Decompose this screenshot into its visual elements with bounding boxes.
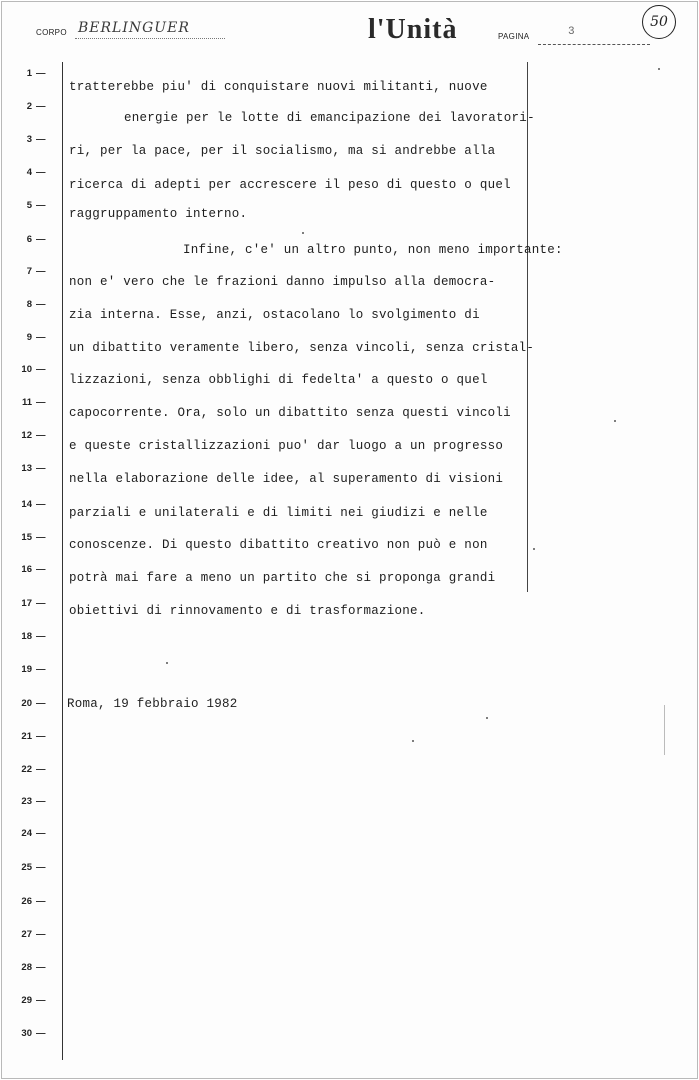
line-number: 7 —: [26, 266, 46, 277]
line-number: 20 —: [21, 698, 46, 709]
corpo-label: CORPO: [36, 28, 67, 37]
text-line: nella elaborazione delle idee, al superamento di visioni: [69, 472, 504, 486]
line-number: 10 —: [21, 364, 46, 375]
line-number: 19 —: [21, 664, 46, 675]
line-number: 5 —: [26, 200, 46, 211]
text-line: ricerca di adepti per accrescere il peso di questo o quel: [69, 178, 511, 192]
ink-speck: [533, 548, 535, 550]
line-number: 24 —: [21, 828, 46, 839]
ink-speck: [614, 420, 616, 422]
line-number: 22 —: [21, 764, 46, 775]
line-number: 15 —: [21, 532, 46, 543]
text-line: e queste cristallizzazioni puo' dar luogo a un progresso: [69, 439, 504, 453]
line-number: 21 —: [21, 731, 46, 742]
corpo-dotted-line: [75, 38, 225, 39]
text-line: un dibattito veramente libero, senza vincoli, senza cristal-: [69, 341, 535, 355]
line-number: 29 —: [21, 995, 46, 1006]
line-number: 26 —: [21, 896, 46, 907]
text-line: tratterebbe piu' di conquistare nuovi militanti, nuove: [69, 80, 488, 94]
line-number: 28 —: [21, 962, 46, 973]
line-number: 16 —: [21, 564, 46, 575]
line-number: 8 —: [26, 299, 46, 310]
line-number: 13 —: [21, 463, 46, 474]
line-number: 14 —: [21, 499, 46, 510]
line-number: 11 —: [21, 397, 46, 408]
line-number: 12 —: [21, 430, 46, 441]
circled-page-number: 50: [642, 5, 676, 39]
line-number: 18 —: [21, 631, 46, 642]
line-number: 3 —: [26, 134, 46, 145]
corpo-handwritten-value: BERLINGUER: [78, 20, 190, 36]
line-number: 17 —: [21, 598, 46, 609]
text-line: capocorrente. Ora, solo un dibattito senza questi vincoli: [69, 406, 511, 420]
line-number: 4 —: [26, 167, 46, 178]
text-line: conoscenze. Di questo dibattito creativo non può e non: [69, 538, 488, 552]
line-number: 27 —: [21, 929, 46, 940]
left-margin-rule: [62, 62, 63, 1060]
unita-masthead: l'Unità: [368, 14, 458, 45]
text-line: ri, per la pace, per il socialismo, ma si andrebbe alla: [69, 144, 496, 158]
signoff-date-line: Roma, 19 febbraio 1982: [67, 697, 238, 711]
ink-speck: [486, 717, 488, 719]
line-number: 25 —: [21, 862, 46, 873]
line-number: 9 —: [26, 332, 46, 343]
line-number: 1 —: [26, 68, 46, 79]
line-number: 2 —: [26, 101, 46, 112]
text-line: lizzazioni, senza obblighi di fedelta' a questo o quel: [69, 373, 488, 387]
right-margin-rule: [527, 62, 528, 592]
pagina-label: PAGINA: [498, 32, 530, 41]
ink-speck: [412, 740, 414, 742]
text-line: zia interna. Esse, anzi, ostacolano lo svolgimento di: [69, 308, 480, 322]
text-line: parziali e unilaterali e di limiti nei giudizi e nelle: [69, 506, 488, 520]
page-header: [0, 0, 697, 60]
text-line: energie per le lotte di emancipazione dei lavoratori-: [124, 111, 535, 125]
line-number: 23 —: [21, 796, 46, 807]
pagina-dashed-line: [538, 44, 650, 45]
line-number: 30 —: [21, 1028, 46, 1039]
text-line: Infine, c'e' un altro punto, non meno importante:: [183, 243, 563, 257]
ink-speck: [302, 232, 304, 234]
text-line: obiettivi di rinnovamento e di trasformazione.: [69, 604, 426, 618]
text-line: raggruppamento interno.: [69, 207, 248, 221]
line-number: 6 —: [26, 234, 46, 245]
ink-speck: [658, 68, 660, 70]
text-line: potrà mai fare a meno un partito che si proponga grandi: [69, 571, 496, 585]
faint-margin-mark: [664, 705, 665, 755]
pagina-handwritten-mark: 3: [568, 26, 575, 38]
text-line: non e' vero che le frazioni danno impulso alla democra-: [69, 275, 496, 289]
ink-speck: [166, 662, 168, 664]
